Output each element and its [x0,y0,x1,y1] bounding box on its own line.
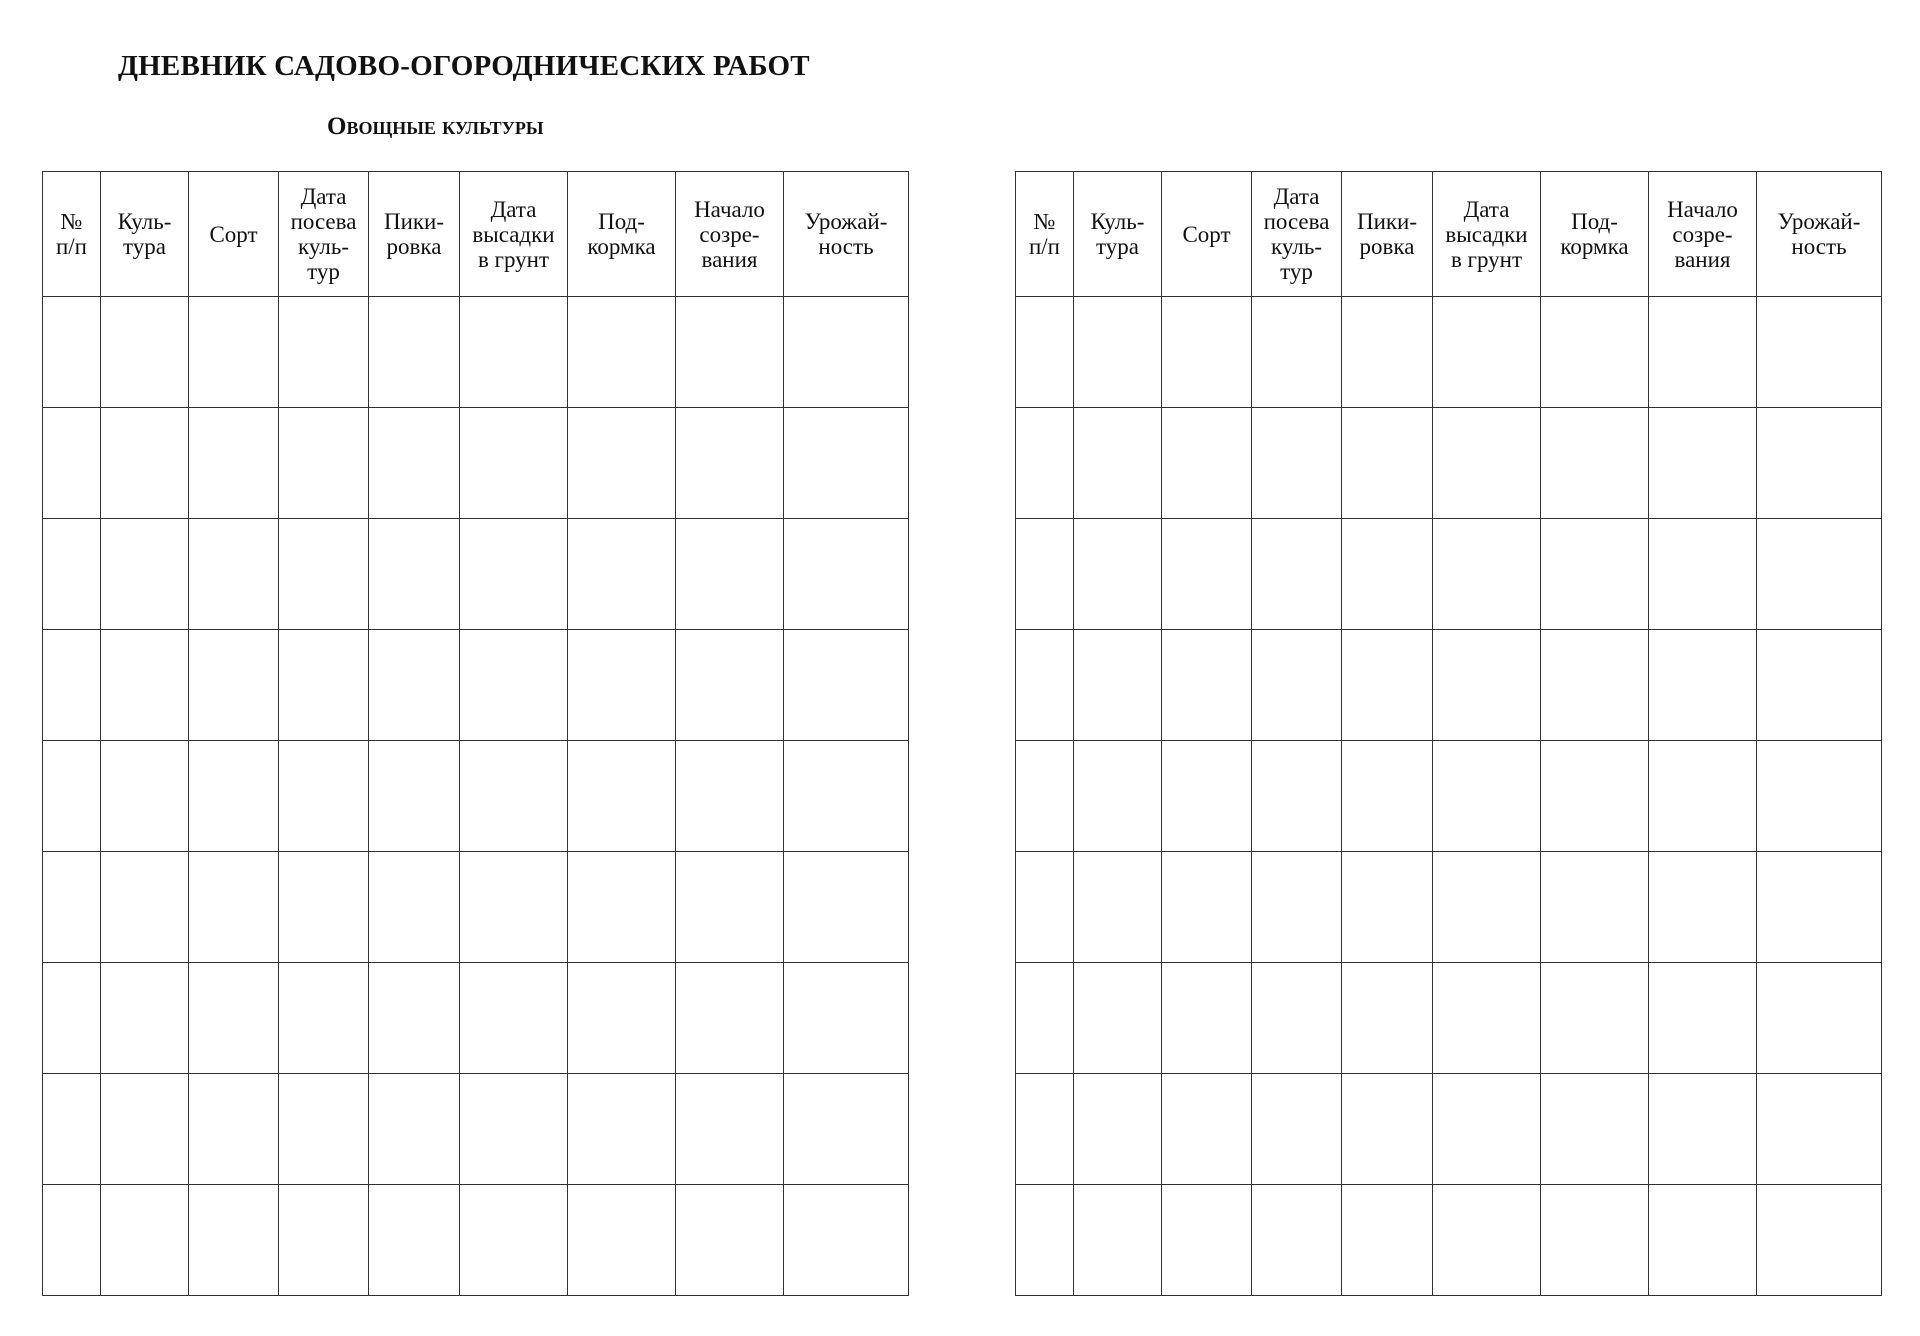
table-cell [1074,408,1162,519]
table-cell [1162,630,1252,741]
table-cell [369,408,460,519]
table-cell [1541,630,1649,741]
column-header: Под- кормка [568,172,676,297]
table-cell [43,297,101,408]
table-cell [1162,963,1252,1074]
table-cell [1433,297,1541,408]
table-body [43,297,909,1296]
table-body [1016,297,1882,1296]
table-row [43,1185,909,1296]
table-cell [1541,297,1649,408]
table-cell [568,1074,676,1185]
table-cell [1162,1074,1252,1185]
table-cell [1433,1074,1541,1185]
table-row [43,408,909,519]
table-row [1016,408,1882,519]
table-cell [568,1185,676,1296]
table-cell [1433,963,1541,1074]
table-row [43,519,909,630]
table-cell [1342,1185,1433,1296]
column-header: Дата высадки в грунт [460,172,568,297]
table-cell [1649,519,1757,630]
table-cell [460,297,568,408]
table-cell [460,1185,568,1296]
table-cell [676,741,784,852]
table-cell [1649,297,1757,408]
table-cell [1252,297,1342,408]
table-cell [1433,852,1541,963]
column-header: Дата высадки в грунт [1433,172,1541,297]
table-cell [460,630,568,741]
column-header: Дата посева куль- тур [1252,172,1342,297]
table-cell [1162,408,1252,519]
table-cell [460,1074,568,1185]
table-cell [1074,297,1162,408]
table-cell [1757,1074,1882,1185]
table-cell [279,297,369,408]
table-cell [784,852,909,963]
table-cell [101,852,189,963]
table-cell [1074,519,1162,630]
table-cell [43,408,101,519]
table-cell [1074,741,1162,852]
table-cell [1541,741,1649,852]
column-header: Урожай- ность [1757,172,1882,297]
table-cell [189,963,279,1074]
table-cell [43,1185,101,1296]
table-cell [1433,408,1541,519]
table-cell [1541,852,1649,963]
column-header: Дата посева куль- тур [279,172,369,297]
table-cell [784,408,909,519]
table-cell [279,741,369,852]
table-cell [1757,741,1882,852]
column-header: Под- кормка [1541,172,1649,297]
table-cell [1016,630,1074,741]
table-cell [568,963,676,1074]
table-cell [1757,297,1882,408]
table-cell [1541,408,1649,519]
table-cell [1649,741,1757,852]
table-row [1016,297,1882,408]
table-cell [568,630,676,741]
table-cell [101,741,189,852]
table-cell [101,1185,189,1296]
table-row [1016,630,1882,741]
table-cell [369,852,460,963]
table-cell [460,408,568,519]
table-cell [1649,1074,1757,1185]
table-row [43,852,909,963]
column-header: № п/п [43,172,101,297]
table-cell [460,519,568,630]
table-cell [1757,519,1882,630]
table-cell [1541,963,1649,1074]
table-cell [1252,852,1342,963]
table-cell [1342,519,1433,630]
header-row [1016,172,1882,297]
table-cell [568,297,676,408]
table-row [1016,963,1882,1074]
column-header: № п/п [1016,172,1074,297]
table-cell [1433,1185,1541,1296]
column-header: Начало созре- вания [1649,172,1757,297]
table-cell [1074,630,1162,741]
table-cell [676,852,784,963]
table-cell [101,1074,189,1185]
table-cell [279,963,369,1074]
table-cell [1016,963,1074,1074]
table-cell [101,963,189,1074]
table-cell [1074,1074,1162,1185]
table-cell [676,297,784,408]
table-cell [369,297,460,408]
table-cell [784,741,909,852]
table-cell [1016,408,1074,519]
table-cell [369,963,460,1074]
column-header: Пики- ровка [369,172,460,297]
table-row [43,1074,909,1185]
table-cell [568,519,676,630]
table-cell [189,297,279,408]
table-cell [1757,963,1882,1074]
table-cell [676,1185,784,1296]
table-cell [189,519,279,630]
table-cell [1252,963,1342,1074]
table-cell [279,1185,369,1296]
table-cell [1252,1074,1342,1185]
table-cell [1757,630,1882,741]
table-cell [676,519,784,630]
table-cell [279,519,369,630]
table-cell [1649,1185,1757,1296]
table-cell [1016,741,1074,852]
page-subtitle: Овощные культуры [327,113,544,140]
table-row [1016,1074,1882,1185]
column-header: Сорт [189,172,279,297]
table-cell [784,519,909,630]
table-cell [101,630,189,741]
table-cell [369,741,460,852]
table-cell [1649,852,1757,963]
table-row [43,297,909,408]
table-cell [676,963,784,1074]
table-cell [189,1074,279,1185]
table-cell [1162,741,1252,852]
table-cell [189,741,279,852]
table-cell [1342,741,1433,852]
table-cell [43,630,101,741]
table-cell [676,408,784,519]
table-cell [568,852,676,963]
table-row [1016,519,1882,630]
table-cell [101,519,189,630]
table-cell [369,1074,460,1185]
table-cell [1016,852,1074,963]
table-cell [1757,408,1882,519]
table-cell [1342,852,1433,963]
table-cell [1342,963,1433,1074]
table-cell [1162,852,1252,963]
header-row [43,172,909,297]
table-cell [1757,852,1882,963]
table-cell [1074,963,1162,1074]
table-cell [1252,741,1342,852]
table-cell [784,1185,909,1296]
table-cell [1162,519,1252,630]
table-cell [784,1074,909,1185]
table-cell [1252,1185,1342,1296]
table-cell [43,519,101,630]
table-row [1016,1185,1882,1296]
table-cell [460,741,568,852]
table-cell [43,963,101,1074]
table-cell [1074,1185,1162,1296]
table-cell [1342,297,1433,408]
column-header: Сорт [1162,172,1252,297]
column-header: Урожай- ность [784,172,909,297]
table-cell [784,297,909,408]
table-cell [460,963,568,1074]
table-row [43,741,909,852]
table-cell [189,852,279,963]
table-cell [1649,963,1757,1074]
column-header: Пики- ровка [1342,172,1433,297]
table-cell [1433,519,1541,630]
column-header: Начало созре- вания [676,172,784,297]
table-cell [1016,519,1074,630]
table-cell [676,1074,784,1185]
table-cell [568,741,676,852]
table-cell [784,630,909,741]
table-cell [101,408,189,519]
table-cell [1433,630,1541,741]
table-cell [1252,408,1342,519]
table-cell [279,852,369,963]
table-row [1016,741,1882,852]
table-cell [369,630,460,741]
table-cell [1016,1074,1074,1185]
table-cell [43,1074,101,1185]
table-cell [568,408,676,519]
table-cell [1074,852,1162,963]
column-header: Куль- тура [101,172,189,297]
table-cell [1162,1185,1252,1296]
table-cell [1252,519,1342,630]
table-cell [279,1074,369,1185]
table-row [43,963,909,1074]
table-cell [369,1185,460,1296]
table-cell [460,852,568,963]
table-cell [1541,1074,1649,1185]
table-cell [1342,408,1433,519]
table-cell [1342,1074,1433,1185]
table-cell [43,741,101,852]
table-cell [279,630,369,741]
table-cell [1016,297,1074,408]
table-cell [1433,741,1541,852]
table-cell [1342,630,1433,741]
table-cell [1541,1185,1649,1296]
table-cell [279,408,369,519]
table-cell [369,519,460,630]
table-cell [189,630,279,741]
table-row [43,630,909,741]
table-cell [784,963,909,1074]
table-cell [1162,297,1252,408]
table-cell [43,852,101,963]
table-cell [1757,1185,1882,1296]
table-cell [189,408,279,519]
table-cell [1541,519,1649,630]
table-cell [1252,630,1342,741]
column-header: Куль- тура [1074,172,1162,297]
table-cell [1649,630,1757,741]
journal-table-left [42,171,909,1296]
table-cell [101,297,189,408]
table-row [1016,852,1882,963]
table-cell [1649,408,1757,519]
table-cell [676,630,784,741]
page-title: ДНЕВНИК САДОВО-ОГОРОДНИЧЕСКИХ РАБОТ [118,50,810,82]
table-cell [1016,1185,1074,1296]
table-cell [189,1185,279,1296]
journal-table-right [1015,171,1882,1296]
